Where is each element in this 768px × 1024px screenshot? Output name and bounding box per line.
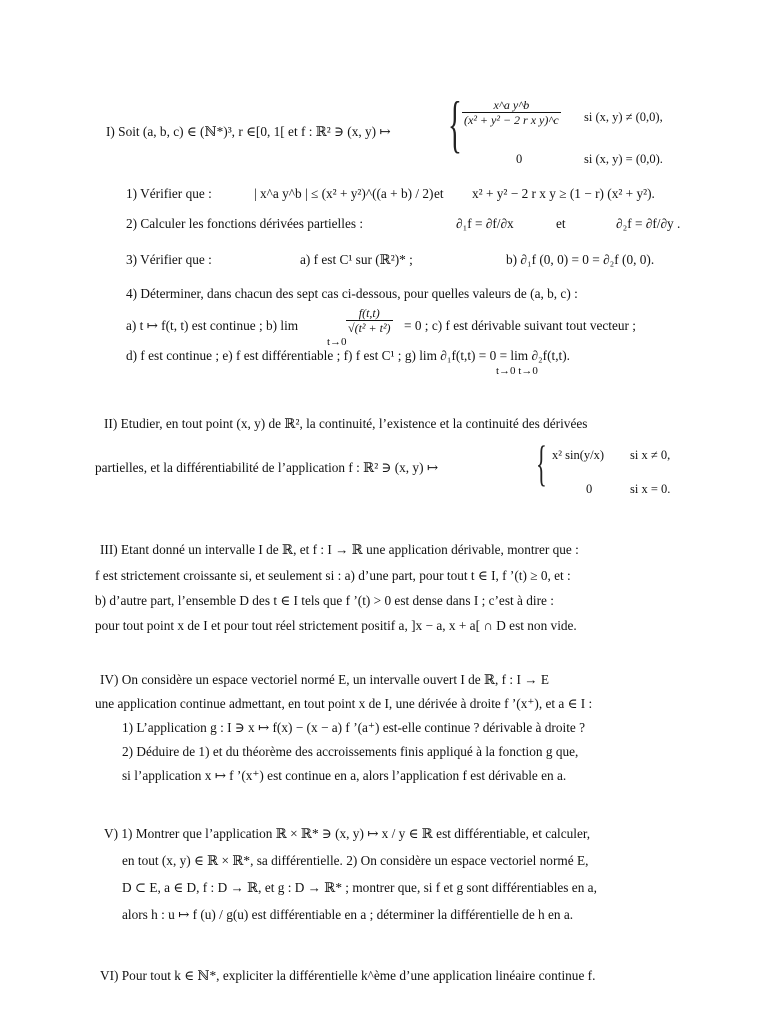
section1-q2-et: et — [556, 216, 566, 231]
section1-intro: I) Soit (a, b, c) ∈ (ℕ*)³, r ∈[0, 1[ et f : ℝ² ∋ (x, y) ↦ — [106, 124, 391, 139]
section1-case1-cond: si (x, y) ≠ (0,0), — [584, 110, 663, 124]
section5-line1: V) 1) Montrer que l’application ℝ × ℝ* ∋ (x, y) ↦ x / y ∈ ℝ est différentiable, et calculer, — [104, 826, 591, 841]
section4-line1: IV) On considère un espace vectoriel normé E, un intervalle ouvert I de ℝ, f : I → E — [100, 672, 549, 687]
section1-q4-line2a: a) t ↦ f(t, t) est continue ; b) lim — [126, 318, 299, 333]
section1-case1-fraction: $\frac{\text{x\textasciicircum{}a y\textasciicircum{}b}}{\text{(x² + y² − 2 r x y)\textasciicircum{}c}}$ — [464, 98, 559, 127]
section4-line3: 1) L’application g : I ∋ x ↦ f(x) − (x − a) f ’(a⁺) est-elle continue ? dérivable à droite ? — [122, 720, 586, 735]
section1-q3-b: b) ∂₁f (0, 0) = 0 = ∂₂f (0, 0). — [506, 252, 655, 267]
section5-line4: alors h : u ↦ f (u) / g(u) est différentiable en a ; déterminer la différentielle de h en a. — [122, 907, 574, 922]
section3-line1: III) Etant donné un intervalle I de ℝ, et f : I → ℝ une application dérivable, montrer que : — [100, 542, 579, 557]
section2-line1: II) Etudier, en tout point (x, y) de ℝ², la continuité, l’existence et la continuité des dérivées — [104, 416, 588, 431]
section1-q4-line3-sub: t→0 t→0 — [496, 365, 538, 377]
section4-line5: si l’application x ↦ f ’(x⁺) est continue en a, alors l’application f est dérivable en a. — [122, 768, 567, 783]
section1-q1-ineq1: | x^a y^b | ≤ (x² + y²)^((a + b) / 2) — [254, 186, 434, 201]
section2-case1-cond: si x ≠ 0, — [630, 448, 671, 462]
section1-q4-line3: d) f est continue ; e) f est différentiable ; f) f est C¹ ; g) lim ∂₁f(t,t) = 0 = lim ∂₂f(t,t). — [126, 348, 571, 363]
section1-q4-fraction: $\frac{f(t,t)}{\text{√(t² + t²)}}$ — [348, 306, 391, 335]
section1-q4-line2b: = 0 ; c) f est dérivable suivant tout vecteur ; — [404, 318, 636, 333]
section1-q2-d1: ∂₁f = ∂f/∂x — [456, 216, 514, 231]
section1-q3-label: 3) Vérifier que : — [126, 252, 212, 267]
section2-line2: partielles, et la différentiabilité de l’application f : ℝ² ∋ (x, y) ↦ — [95, 460, 438, 475]
section3-line2: f est strictement croissante si, et seulement si : a) d’une part, pour tout t ∈ I, f ’(t) ≥ 0, et : — [95, 568, 571, 583]
section4-line2: une application continue admettant, en tout point x de I, une dérivée à droite f ’(x⁺), et a ∈ I : — [95, 696, 593, 711]
section4-line4: 2) Déduire de 1) et du théorème des accroissements finis appliqué à la fonction g que, — [122, 744, 579, 759]
section1-q1-ineq2: x² + y² − 2 r x y ≥ (1 − r) (x² + y²). — [472, 186, 655, 201]
section1-q2-label: 2) Calculer les fonctions dérivées partielles : — [126, 216, 364, 231]
section1-brace: { — [448, 88, 462, 159]
section1-case2-val: 0 — [516, 152, 523, 166]
section1-q4-label: 4) Déterminer, dans chacun des sept cas ci-dessous, pour quelles valeurs de (a, b, c) : — [126, 286, 578, 301]
section1-q3-a: a) f est C¹ sur (ℝ²)* ; — [300, 252, 413, 267]
section5-line2: en tout (x, y) ∈ ℝ × ℝ*, sa différentielle. 2) On considère un espace vectoriel normé E, — [122, 853, 589, 868]
section1-q1-et: et — [434, 186, 444, 201]
section1-q4-lim-sub: t→0 — [327, 336, 347, 348]
section6-line1: VI) Pour tout k ∈ ℕ*, expliciter la différentielle k^ème d’une application linéaire continue f. — [100, 968, 596, 983]
section2-case2-cond: si x = 0. — [630, 482, 671, 496]
section3-line3: b) d’autre part, l’ensemble D des t ∈ I tels que f ’(t) > 0 est dense dans I ; c’est à dire : — [95, 593, 554, 608]
section2-brace: { — [536, 435, 547, 491]
section1-q2-d2: ∂₂f = ∂f/∂y . — [616, 216, 681, 231]
section1-case2-cond: si (x, y) = (0,0). — [584, 152, 663, 166]
section2-case1-val: x² sin(y/x) — [552, 448, 605, 462]
section2-case2-val: 0 — [586, 482, 593, 496]
section5-line3: D ⊂ E, a ∈ D, f : D → ℝ, et g : D → ℝ* ; montrer que, si f et g sont différentiables en a, — [122, 880, 597, 895]
section1-q1-label: 1) Vérifier que : — [126, 186, 212, 201]
section3-line4: pour tout point x de I et pour tout réel strictement positif a, ]x − a, x + a[ ∩ D est non vide. — [95, 618, 577, 633]
